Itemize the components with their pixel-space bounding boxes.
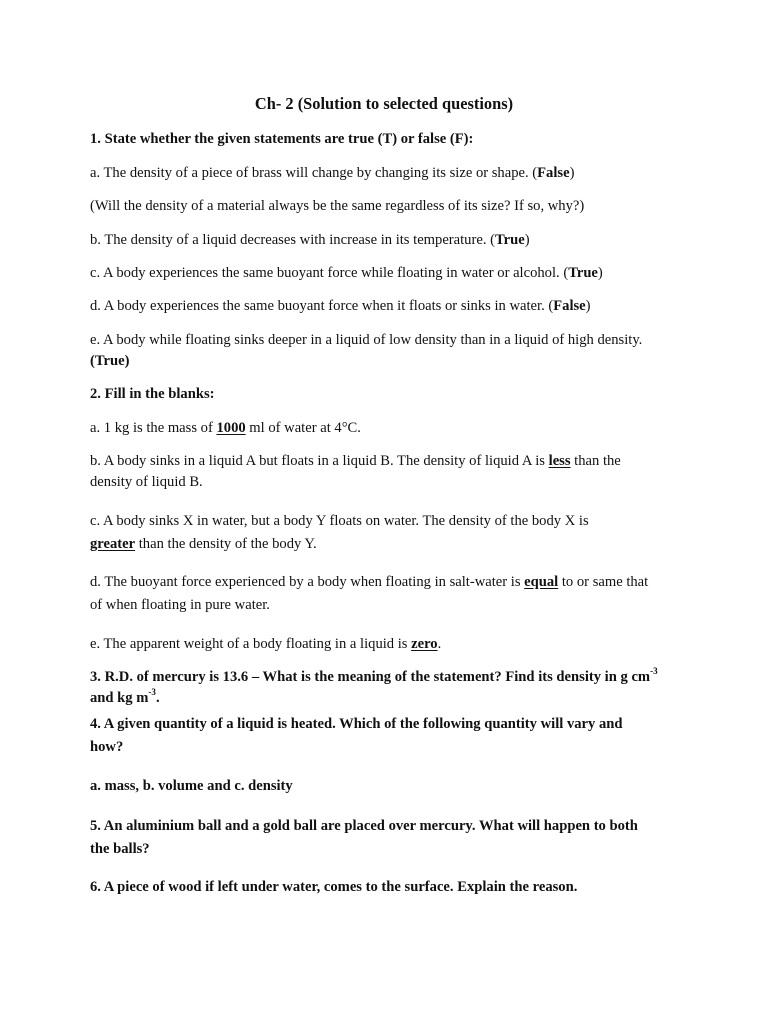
q2-heading: 2. Fill in the blanks: <box>90 386 215 402</box>
q2-item-c: c. A body sinks X in water, but a body Y floats on water. The density of the body X is <box>90 513 589 529</box>
q2-d-answer: equal <box>524 574 559 590</box>
q2-item-c-cont: greater than the density of the body Y. <box>90 536 317 552</box>
q3-line2: and kg $m^{-3}$. <box>90 687 160 706</box>
q2-b-answer: less <box>548 453 571 469</box>
q2-item-e: e. The apparent weight of a body floating in a liquid is zero. <box>90 636 442 652</box>
q2-item-d-cont: of when floating in pure water. <box>90 597 270 613</box>
q2-e-answer: zero <box>411 636 438 652</box>
q6-line1: 6. A piece of wood if left under water, comes to the surface. Explain the reason. <box>90 879 578 895</box>
q1-a-answer: False <box>537 165 570 181</box>
q1-item-b: b. The density of a liquid decreases with increase in its temperature. (True) <box>90 232 530 248</box>
q1-note: (Will the density of a material always be the same regardless of its size? If so, why?) <box>90 198 585 214</box>
q5-line1: 5. An aluminium ball and a gold ball are placed over mercury. What will happen to both <box>90 818 638 834</box>
q4-line1: 4. A given quantity of a liquid is heated. Which of the following quantity will vary and <box>90 716 623 732</box>
q1-item-c: c. A body experiences the same buoyant force while floating in water or alcohol. (True) <box>90 265 603 281</box>
q1-c-answer: True <box>568 265 598 281</box>
page-title: Ch- 2 (Solution to selected questions) <box>254 94 514 113</box>
q1-item-d: d. A body experiences the same buoyant force when it floats or sinks in water. (False) <box>90 298 591 314</box>
q3-line1: 3. R.D. of mercury is 13.6 – What is the meaning of the statement? Find its density in g $cm^{-3}$ <box>90 666 658 685</box>
q2-item-d: d. The buoyant force experienced by a body when floating in salt-water is equal to or same that <box>90 574 649 590</box>
q1-b-answer: True <box>494 232 525 248</box>
q2-c-answer: greater <box>90 536 136 552</box>
q1-d-answer: False <box>553 298 586 314</box>
q5-line2: the balls? <box>90 841 150 857</box>
q2-item-b-cont: density of liquid B. <box>90 474 203 490</box>
q2-item-b: b. A body sinks in a liquid A but floats in a liquid B. The density of liquid A is less than the <box>90 453 621 469</box>
q1-item-e: e. A body while floating sinks deeper in a liquid of low density than in a liquid of high density. <box>90 332 643 348</box>
q1-item-a: a. The density of a piece of brass will change by changing its size or shape. (False) <box>90 165 575 181</box>
q4-options: a. mass, b. volume and c. density <box>90 778 293 794</box>
q1-heading: 1. State whether the given statements are true (T) or false (F): <box>90 131 474 147</box>
q2-a-answer: 1000 <box>216 420 246 436</box>
q1-e-answer: (True) <box>90 353 130 369</box>
q4-line2: how? <box>90 739 124 755</box>
q2-item-a: a. 1 kg is the mass of 1000 ml of water at 4°C. <box>90 420 361 436</box>
